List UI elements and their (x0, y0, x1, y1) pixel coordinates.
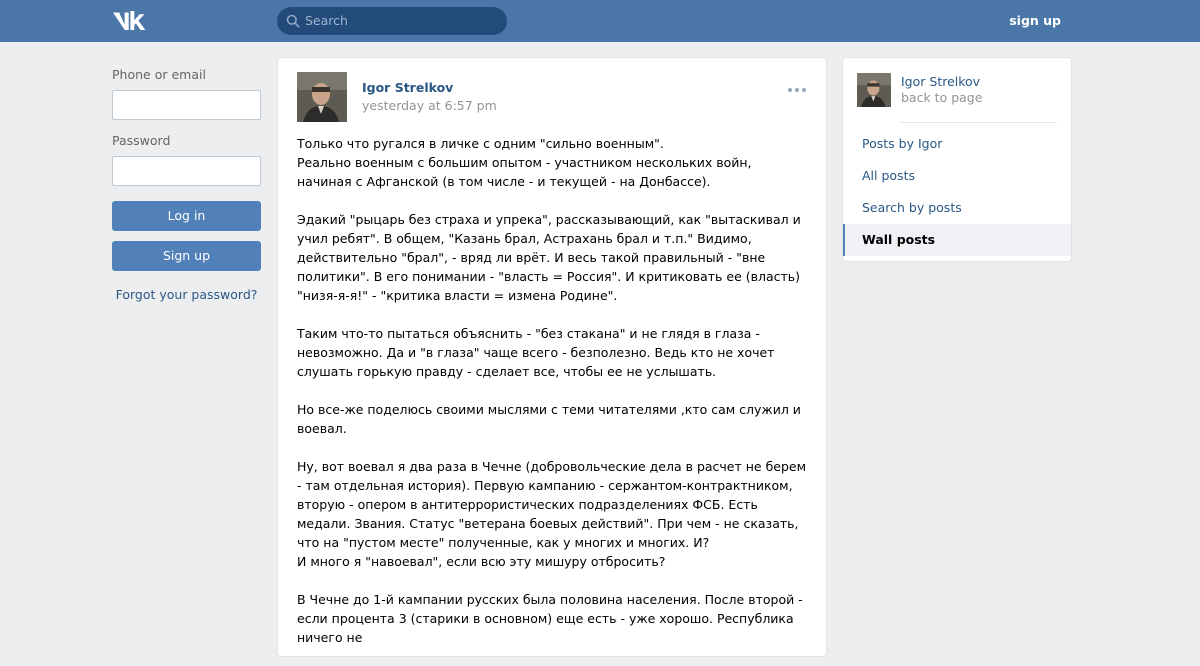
menu-item-posts-by-igor[interactable]: Posts by Igor (862, 136, 943, 151)
profile-sidebar (842, 57, 1072, 262)
author-avatar[interactable] (297, 72, 347, 122)
post-paragraph: Эдакий "рыцарь без страха и упрека", рассказывающий, как "вытаскивал и учил ребят". В общем, "Казань брал, Астрахань брал и т.п." Видимо, действительно "брал", - вряд ли врёт. И весь такой правильный - "вне политики". В его понимании - "власть = Россия". И критиковать ее (власть) "низя-я-я!" - "критика власти = измена Родине". (297, 212, 801, 303)
phone-label: Phone or email (112, 67, 206, 82)
password-label: Password (112, 133, 171, 148)
sidebar-avatar[interactable] (857, 73, 891, 107)
menu-item-wall-posts[interactable]: Wall posts (843, 224, 1071, 256)
post-text (297, 134, 809, 666)
search-input[interactable] (277, 7, 507, 35)
post-paragraph: Таким что-то пытаться объяснить - "без стакана" и не глядя в глаза - невозможно. Да и "в глаза" чаще всего - безполезно. Ведь кто не хочет слушать горькую правду - сделает все, чтобы ее не услышать. (297, 326, 775, 379)
phone-email-field[interactable] (112, 90, 261, 120)
post-date[interactable]: yesterday at 6:57 pm (362, 98, 497, 113)
post-author-link[interactable]: Igor Strelkov (362, 80, 454, 95)
signup-button[interactable]: Sign up (112, 241, 261, 271)
back-to-page-link[interactable]: back to page (901, 90, 983, 105)
header-signup-link[interactable]: sign up (1009, 13, 1061, 28)
sidebar-name-link[interactable]: Igor Strelkov (901, 74, 981, 89)
post-paragraph: Ну, вот воевал я два раза в Чечне (добровольческие дела в расчет не берем - там отдельная история). Первую кампанию - сержантом-контрактником, вторую - опером в антитеррористических подразделениях ФСБ. Есть медали. Звания. Статус "ветерана боевых действий". При чем - не сказать, что на "пустом месте" полученные, как у многих и многих. И? И много я "навоевал", если всю эту мишуру отбросить? (297, 459, 807, 569)
search-placeholder: Search (305, 13, 348, 28)
sidebar-photo (857, 73, 891, 107)
password-field[interactable] (112, 156, 261, 186)
search-icon (286, 14, 300, 28)
sidebar-menu (843, 128, 1071, 256)
post-paragraph: В Чечне до 1-й кампании русских была половина населения. После второй - если процента 3 (старики в основном) еще есть - уже хорошо. Республика ничего не (297, 592, 803, 645)
login-form (112, 66, 261, 302)
post-paragraph: Только что ругался в личке с одним "сильно военным". Реально военным с большим опытом - участником нескольких войн, начиная с Афганской (в том числе - и текущей - на Донбассе). (297, 136, 752, 189)
divider (899, 122, 1057, 123)
author-photo (297, 72, 347, 122)
menu-item-all-posts[interactable]: All posts (862, 168, 915, 183)
wall-post (277, 57, 827, 657)
more-dots-icon[interactable] (788, 88, 806, 92)
menu-item-search-by-posts[interactable]: Search by posts (862, 200, 962, 215)
top-bar (0, 0, 1200, 42)
vk-logo-icon[interactable] (112, 10, 146, 32)
post-paragraph: Но все-же поделюсь своими мыслями с теми читателями ,кто сам служил и воевал. (297, 402, 801, 436)
login-button[interactable]: Log in (112, 201, 261, 231)
forgot-password-link[interactable]: Forgot your password? (115, 287, 258, 302)
